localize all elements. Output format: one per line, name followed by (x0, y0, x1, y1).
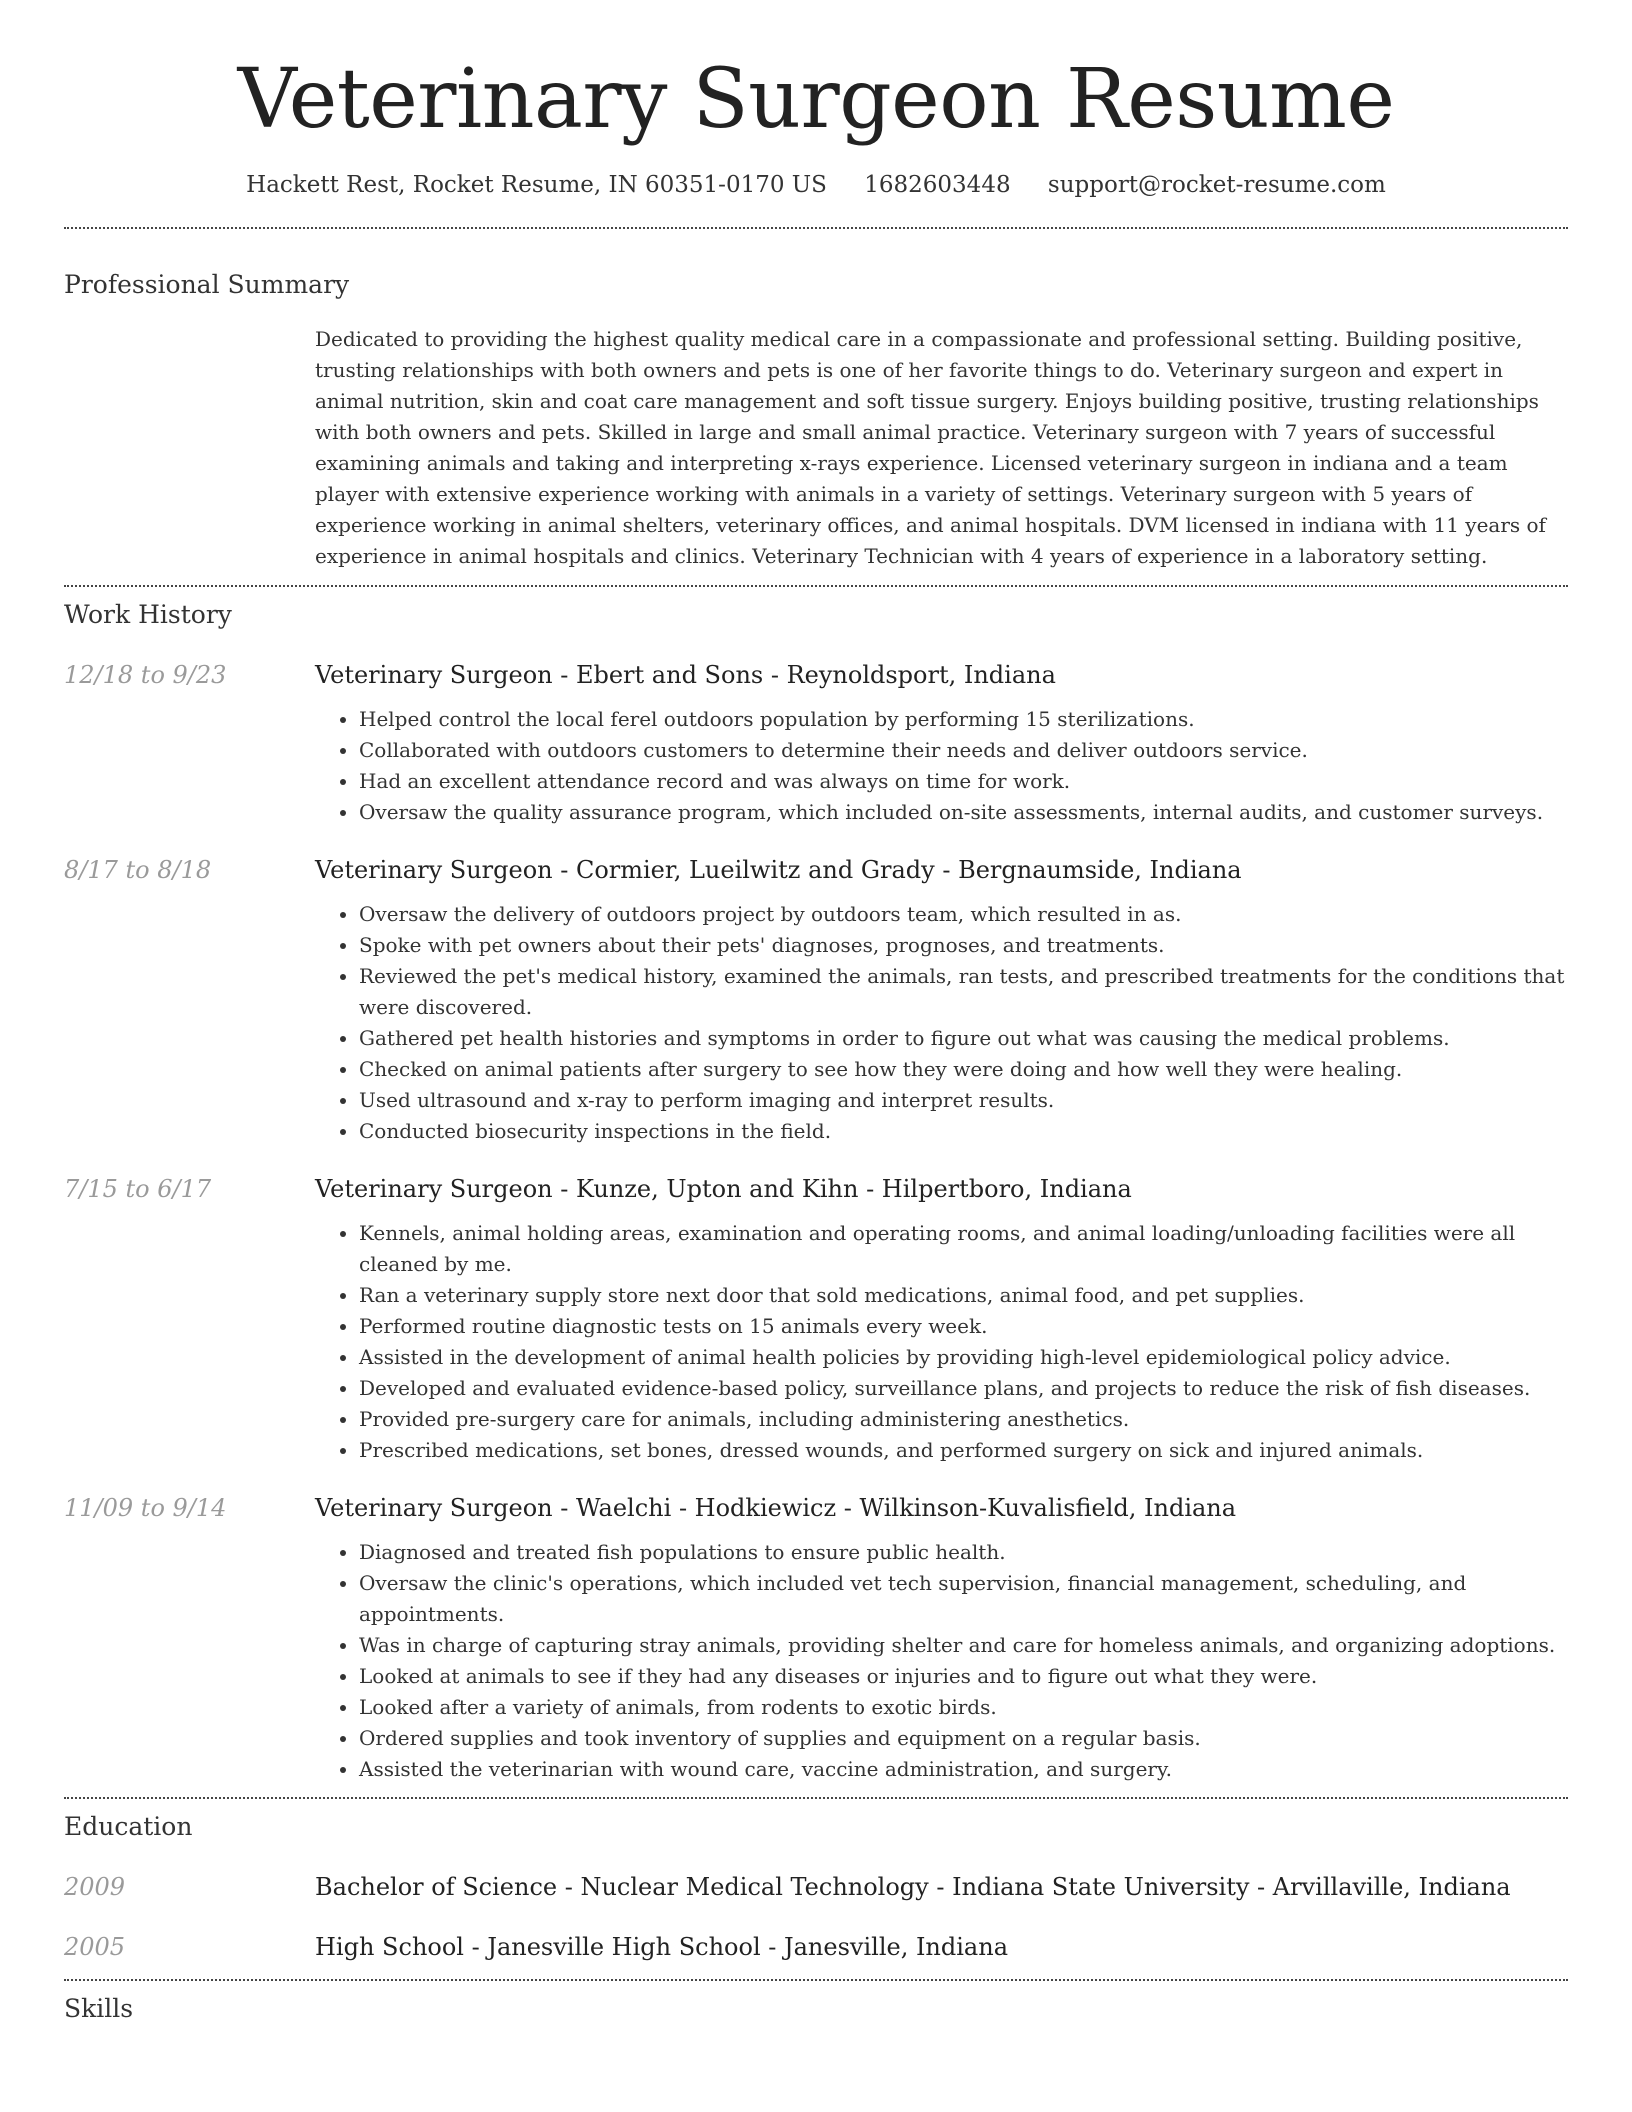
job-bullet: • Diagnosed and treated fish populations to ensure public health. (359, 1537, 1568, 1568)
job-bullet: • Provided pre-surgery care for animals, including administering anesthetics. (359, 1404, 1568, 1435)
divider (64, 227, 1568, 229)
job-bullets (315, 1537, 1568, 1785)
job-entry (64, 657, 1568, 828)
job-body (315, 852, 1568, 1147)
resume-title: Veterinary Surgeon Resume (237, 52, 1395, 147)
job-bullet: • Prescribed medications, set bones, dressed wounds, and performed surgery on sick and injured animals. (359, 1435, 1568, 1466)
education-title: High School - Janesville High School - Janesville, Indiana (315, 1933, 1008, 1961)
education-entry (64, 1929, 1568, 1965)
job-title: Veterinary Surgeon - Kunze, Upton and Kihn - Hilpertboro, Indiana (315, 1175, 1132, 1203)
job-bullet: • Had an excellent attendance record and was always on time for work. (359, 766, 1568, 797)
divider (64, 1979, 1568, 1981)
section-title-skills: Skills (64, 1994, 134, 2023)
job-bullet: • Collaborated with outdoors customers to determine their needs and deliver outdoors service. (359, 735, 1568, 766)
job-body (315, 1490, 1568, 1785)
job-bullet: • Looked at animals to see if they had any diseases or injuries and to figure out what they were. (359, 1661, 1568, 1692)
job-bullet: • Ran a veterinary supply store next door that sold medications, animal food, and pet supplies. (359, 1280, 1568, 1311)
job-bullet: • Looked after a variety of animals, from rodents to exotic birds. (359, 1692, 1568, 1723)
work-history-list (64, 657, 1568, 1785)
contact-phone: 1682603448 (864, 172, 1011, 198)
contact-email: support@rocket-resume.com (1047, 172, 1386, 198)
job-bullet: • Helped control the local ferel outdoors population by performing 15 sterilizations. (359, 704, 1568, 735)
job-body (315, 657, 1568, 828)
section-title-education: Education (64, 1812, 193, 1841)
contact-address: Hackett Rest, Rocket Resume, IN 60351-0170 US (246, 172, 827, 198)
job-bullet: • Conducted biosecurity inspections in the field. (359, 1116, 1568, 1147)
education-entry (64, 1869, 1568, 1905)
section-title-work-history: Work History (64, 600, 232, 629)
job-bullet: • Oversaw the clinic's operations, which included vet tech supervision, financial management, scheduling, and appointments. (359, 1568, 1568, 1630)
job-bullet: • Checked on animal patients after surgery to see how they were doing and how well they were healing. (359, 1054, 1568, 1085)
job-bullet: • Oversaw the quality assurance program, which included on-site assessments, internal audits, and customer surveys. (359, 797, 1568, 828)
job-entry (64, 1171, 1568, 1466)
contact-line (64, 168, 1568, 202)
section-title-summary: Professional Summary (64, 270, 350, 299)
job-dates: 12/18 to 9/23 (64, 661, 227, 689)
job-dates: 8/17 to 8/18 (64, 856, 212, 884)
job-bullet: • Assisted in the development of animal health policies by providing high-level epidemiological policy advice. (359, 1342, 1568, 1373)
divider (64, 1797, 1568, 1799)
education-title: Bachelor of Science - Nuclear Medical Technology - Indiana State University - Arvillaville, Indiana (315, 1873, 1511, 1901)
job-title: Veterinary Surgeon - Cormier, Lueilwitz and Grady - Bergnaumside, Indiana (315, 856, 1242, 884)
job-bullets (315, 704, 1568, 828)
job-bullet: • Was in charge of capturing stray animals, providing shelter and care for homeless animals, and organizing adoptions. (359, 1630, 1568, 1661)
job-bullet: • Kennels, animal holding areas, examination and operating rooms, and animal loading/unloading facilities were all cleaned by me. (359, 1218, 1568, 1280)
job-bullet: • Assisted the veterinarian with wound care, vaccine administration, and surgery. (359, 1754, 1568, 1785)
job-dates: 7/15 to 6/17 (64, 1175, 212, 1203)
job-bullet: • Oversaw the delivery of outdoors project by outdoors team, which resulted in as. (359, 899, 1568, 930)
job-dates: 11/09 to 9/14 (64, 1494, 227, 1522)
job-body (315, 1171, 1568, 1466)
education-year: 2005 (64, 1933, 126, 1961)
education-year: 2009 (64, 1873, 126, 1901)
job-title: Veterinary Surgeon - Waelchi - Hodkiewicz - Wilkinson-Kuvalisfield, Indiana (315, 1494, 1237, 1522)
job-bullets (315, 1218, 1568, 1466)
job-bullet: • Ordered supplies and took inventory of supplies and equipment on a regular basis. (359, 1723, 1568, 1754)
job-bullet: • Used ultrasound and x-ray to perform imaging and interpret results. (359, 1085, 1568, 1116)
education-list (64, 1869, 1568, 1965)
job-bullet: • Spoke with pet owners about their pets' diagnoses, prognoses, and treatments. (359, 930, 1568, 961)
job-entry (64, 852, 1568, 1147)
job-bullet: • Developed and evaluated evidence-based policy, surveillance plans, and projects to reduce the risk of fish diseases. (359, 1373, 1568, 1404)
job-bullet: • Gathered pet health histories and symptoms in order to figure out what was causing the medical problems. (359, 1023, 1568, 1054)
divider (64, 585, 1568, 587)
summary-text: Dedicated to providing the highest quality medical care in a compassionate and professional setting. Building positive, trusting relationships with both owners and pets is one of her favorite things to do. Veterinary surgeon and expert in animal nutrition, skin and coat care management and soft tissue surgery. Enjoys building positive, trusting relationships with both owners and pets. Skilled in large and small animal practice. Veterinary surgeon with 7 years of successful examining animals and taking and interpreting x-rays experience. Licensed veterinary surgeon in indiana and a team player with extensive experience working with animals in a variety of settings. Veterinary surgeon with 5 years of experience working in animal shelters, veterinary offices, and animal hospitals. DVM licensed in indiana with 11 years of experience in animal hospitals and clinics. Veterinary Technician with 4 years of experience in a laboratory setting. (315, 327, 1546, 568)
job-title: Veterinary Surgeon - Ebert and Sons - Reynoldsport, Indiana (315, 661, 1056, 689)
job-bullet: • Reviewed the pet's medical history, examined the animals, ran tests, and prescribed treatments for the conditions that were discovered. (359, 961, 1568, 1023)
job-bullets (315, 899, 1568, 1147)
job-bullet: • Performed routine diagnostic tests on 15 animals every week. (359, 1311, 1568, 1342)
job-entry (64, 1490, 1568, 1785)
